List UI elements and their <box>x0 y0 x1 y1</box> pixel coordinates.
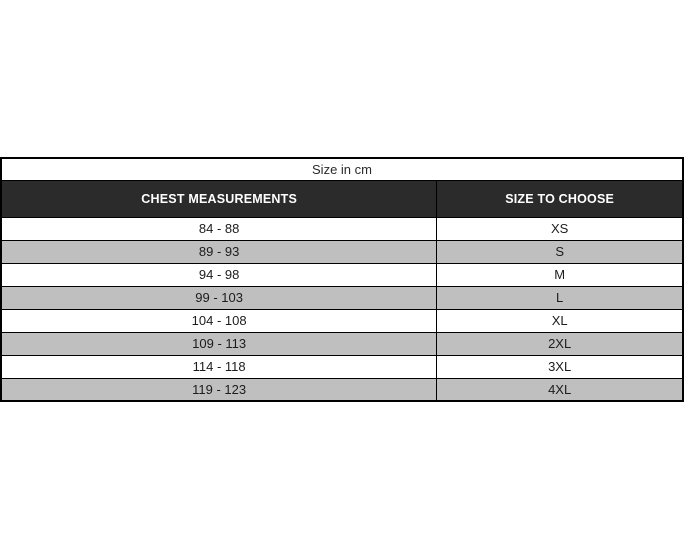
table-row <box>1 309 683 332</box>
table-row <box>1 217 683 240</box>
size-cell: 3XL <box>437 355 683 378</box>
chest-range-cell: 109 - 113 <box>1 332 437 355</box>
size-cell: XL <box>437 309 683 332</box>
table-row <box>1 332 683 355</box>
chest-range-cell: 104 - 108 <box>1 309 437 332</box>
table-row <box>1 240 683 263</box>
table-title: Size in cm <box>1 158 683 180</box>
chest-range-cell: 99 - 103 <box>1 286 437 309</box>
chest-range-cell: 89 - 93 <box>1 240 437 263</box>
column-header-size-to-choose: SIZE TO CHOOSE <box>437 180 683 217</box>
table-row <box>1 263 683 286</box>
size-cell: S <box>437 240 683 263</box>
column-header-chest-measurements: CHEST MEASUREMENTS <box>1 180 437 217</box>
size-cell: M <box>437 263 683 286</box>
table-row <box>1 286 683 309</box>
size-chart-table <box>0 157 684 402</box>
chest-range-cell: 84 - 88 <box>1 217 437 240</box>
chest-range-cell: 94 - 98 <box>1 263 437 286</box>
table-header-row <box>1 180 683 217</box>
table-title-row <box>1 158 683 180</box>
chest-range-cell: 119 - 123 <box>1 378 437 401</box>
table-row <box>1 378 683 401</box>
size-cell: XS <box>437 217 683 240</box>
chest-range-cell: 114 - 118 <box>1 355 437 378</box>
size-cell: 4XL <box>437 378 683 401</box>
size-cell: L <box>437 286 683 309</box>
table-row <box>1 355 683 378</box>
size-cell: 2XL <box>437 332 683 355</box>
